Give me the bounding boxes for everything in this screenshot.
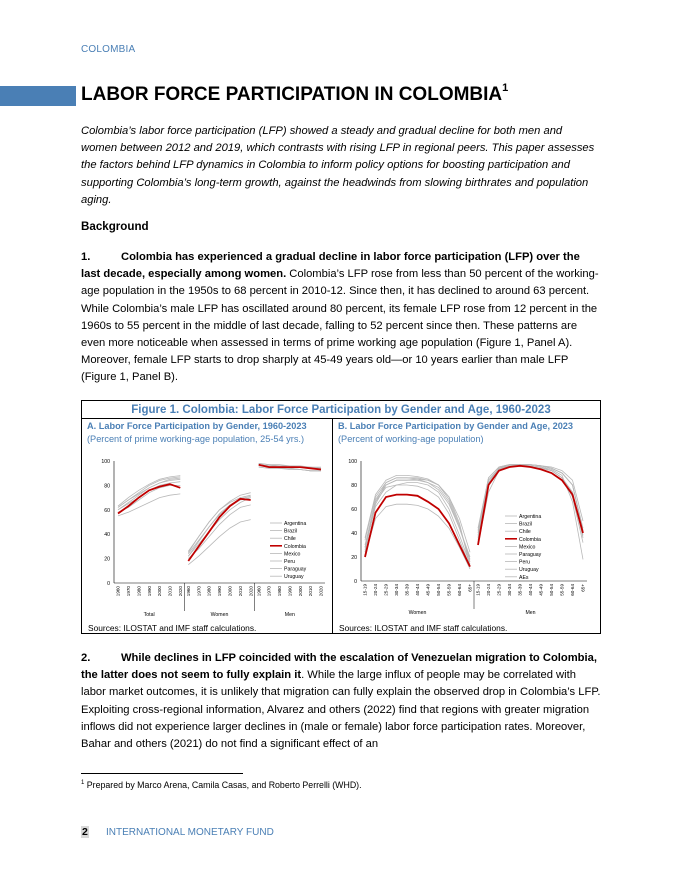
x-tick-label: 1990: [146, 586, 152, 597]
series-line-brazil-women: [188, 505, 250, 559]
y-tick-label: 20: [351, 555, 357, 561]
x-tick-label: 65+: [580, 584, 586, 592]
legend-label: Uruguay: [519, 567, 539, 574]
y-tick-label: 40: [351, 531, 357, 537]
x-tick-label: 55-59: [446, 584, 452, 596]
y-tick-label: 80: [104, 483, 110, 490]
x-group-label: Women: [210, 612, 229, 618]
panel-a-chart: [82, 451, 332, 618]
x-tick-label: 2020: [318, 586, 324, 597]
x-tick-label: 2000: [227, 586, 233, 597]
panel-a-title: A. Labor Force Participation by Gender, 1960-2023: [87, 421, 307, 431]
legend-label: Argentina: [284, 521, 307, 527]
x-tick-label: 30-34: [394, 584, 400, 596]
x-tick-label: 1970: [125, 586, 131, 597]
paragraph-2-body: . While the large influx of people may be correlated with labor market outcomes, it is unlikely that migration can fully explain the observed drop in Colombia’s LFP. Exploiting cross-regional information, Alvarez and others (2022) find that regions with greater migration inflows did not experience larger declines in (male or female) labor force participation rates. Moreover, Bahar and others (2021) do not find a significant effect of an: [81, 669, 601, 751]
legend-label: Brazil: [519, 521, 532, 528]
x-tick-label: 1970: [196, 586, 202, 597]
x-tick-label: 25-29: [383, 584, 389, 596]
running-header: COLOMBIA: [81, 44, 136, 55]
x-tick-label: 1970: [266, 586, 272, 597]
panel-b-title: B. Labor Force Participation by Gender and Age, 2023: [338, 421, 574, 431]
series-line-peru-women: [365, 475, 470, 552]
x-tick-label: 45-49: [425, 584, 431, 596]
footnote-rule: [81, 773, 243, 774]
footnote-text: Prepared by Marco Arena, Camila Casas, and Roberto Perrelli (WHD).: [86, 780, 362, 790]
x-tick-label: 40-44: [528, 584, 534, 596]
x-tick-label: 40-44: [415, 584, 421, 596]
x-tick-label: 15-19: [475, 584, 481, 596]
panel-b-chart: [333, 451, 601, 616]
series-line-paraguay-women: [365, 478, 470, 557]
page-number: 2: [82, 826, 88, 838]
x-tick-label: 1960: [115, 586, 121, 597]
panel-a-subtitle: (Percent of prime working-age population, 25-54 yrs.): [87, 434, 305, 444]
x-tick-label: 1960: [256, 586, 262, 597]
x-tick-label: 1990: [287, 586, 293, 597]
y-tick-label: 60: [104, 507, 110, 514]
legend-label: Mexico: [284, 551, 301, 558]
x-tick-label: 60-64: [457, 584, 463, 596]
x-tick-label: 15-19: [362, 584, 368, 596]
legend-label: Colombia: [519, 536, 541, 543]
footnote-mark: 1: [81, 780, 85, 787]
x-tick-label: 2000: [157, 586, 163, 597]
legend-label: Chile: [519, 529, 531, 536]
x-tick-label: 2010: [167, 586, 173, 597]
x-tick-label: 45-49: [538, 584, 544, 596]
x-tick-label: 50-54: [549, 584, 555, 596]
x-tick-label: 2000: [297, 586, 303, 597]
x-tick-label: 30-34: [507, 584, 513, 596]
figure-title: Figure 1. Colombia: Labor Force Participation by Gender and Age, 1960-2023: [131, 404, 551, 416]
x-tick-label: 25-29: [496, 584, 502, 596]
y-tick-label: 80: [351, 483, 357, 489]
x-tick-label: 1980: [136, 586, 142, 597]
y-tick-label: 100: [348, 459, 357, 465]
series-line-mexico-total: [118, 494, 180, 516]
x-tick-label: 1980: [277, 586, 283, 597]
x-group-label: Women: [408, 610, 427, 616]
legend-label: Uruguay: [284, 574, 304, 581]
series-line-colombia-women: [188, 499, 250, 561]
paragraph-1-number: 1.: [81, 251, 91, 263]
panel-a-source: Sources: ILOSTAT and IMF staff calculations.: [88, 623, 257, 633]
y-tick-label: 100: [101, 459, 110, 465]
legend-label: Brazil: [284, 528, 297, 535]
x-tick-label: 35-39: [517, 584, 523, 596]
legend-label: Paraguay: [519, 552, 542, 558]
x-tick-label: 1960: [185, 586, 191, 597]
x-tick-label: 2010: [237, 586, 243, 597]
legend-label: Peru: [519, 559, 530, 566]
x-group-label: Men: [525, 610, 536, 616]
paragraph-2-lead: While declines in LFP coincided with the escalation of Venezuelan migration to Colombia, the latter does not seem to fully explain it: [81, 652, 597, 682]
y-tick-label: 0: [107, 581, 110, 587]
legend-label: Paraguay: [284, 566, 307, 573]
legend-label: AEs: [519, 574, 529, 581]
x-tick-label: 55-59: [559, 584, 565, 596]
series-line-brazil-women: [365, 485, 470, 567]
page-title-text: LABOR FORCE PARTICIPATION IN COLOMBIA: [81, 84, 503, 105]
x-tick-label: 60-64: [570, 584, 576, 596]
x-group-label: Total: [143, 612, 155, 618]
legend-label: Colombia: [284, 543, 306, 550]
x-tick-label: 20-24: [486, 584, 492, 596]
x-tick-label: 35-39: [404, 584, 410, 596]
title-footnote-mark: 1: [502, 82, 509, 94]
footer-organization: INTERNATIONAL MONETARY FUND: [106, 827, 274, 838]
x-tick-label: 65+: [467, 584, 473, 592]
legend-label: Chile: [284, 536, 296, 543]
title-accent-bar: [0, 86, 76, 106]
x-group-label: Men: [284, 612, 295, 618]
x-tick-label: 20-24: [373, 584, 379, 596]
y-tick-label: 20: [104, 556, 110, 563]
paragraph-1: [81, 249, 601, 387]
page-title: [81, 84, 508, 106]
legend-label: Argentina: [519, 514, 542, 520]
y-tick-label: 40: [104, 532, 110, 539]
x-tick-label: 2020: [177, 586, 183, 597]
panel-b-subtitle: (Percent of working-age population): [338, 434, 484, 444]
x-tick-label: 1980: [206, 586, 212, 597]
x-tick-label: 2020: [248, 586, 254, 597]
section-heading-background: Background: [81, 220, 149, 233]
legend-label: Mexico: [519, 544, 536, 551]
x-tick-label: 50-54: [436, 584, 442, 596]
panel-b-source: Sources: ILOSTAT and IMF staff calculations.: [339, 623, 508, 633]
x-tick-label: 1990: [217, 586, 223, 597]
legend-label: Peru: [284, 559, 295, 565]
x-tick-label: 2010: [308, 586, 314, 597]
paragraph-2: [81, 650, 601, 753]
y-tick-label: 0: [354, 579, 357, 585]
y-tick-label: 60: [351, 507, 357, 513]
figure-1: [81, 400, 601, 634]
intro-paragraph: Colombia’s labor force participation (LFP) showed a steady and gradual decline for both men and women between 2012 and 2019, which contrasts with rising LFP in regional peers. This paper assesses the factors behind LFP dynamics in Colombia to inform policy options for boosting participation and supporting Colombia’s long-term growth, against the headwinds from slowing birthrates and population aging.: [81, 125, 595, 206]
paragraph-1-lead: Colombia has experienced a gradual decline in labor force participation (LFP) over the last decade, especially among women.: [81, 251, 580, 281]
footnote: [81, 780, 362, 790]
paragraph-2-number: 2.: [81, 652, 91, 664]
paragraph-1-body: Colombia’s LFP rose from less than 50 percent of the working-age population in the 1950s to 68 percent in 2010-12. Since then, it has declined to around 63 percent. While Colombia’s male LFP has oscillated around 80 percent, its female LFP rose from 12 percent in the 1960s to 55 percent in the middle of last decade, falling to 52 percent since then. These patterns are even more noticeable when assessed in terms of prime working age population (Figure 1, Panel A). Moreover, female LFP starts to drop sharply at 45-49 years old—or 10 years earlier than male LFP (Figure 1, Panel B).: [81, 268, 599, 384]
figure-divider-horizontal: [82, 418, 600, 419]
